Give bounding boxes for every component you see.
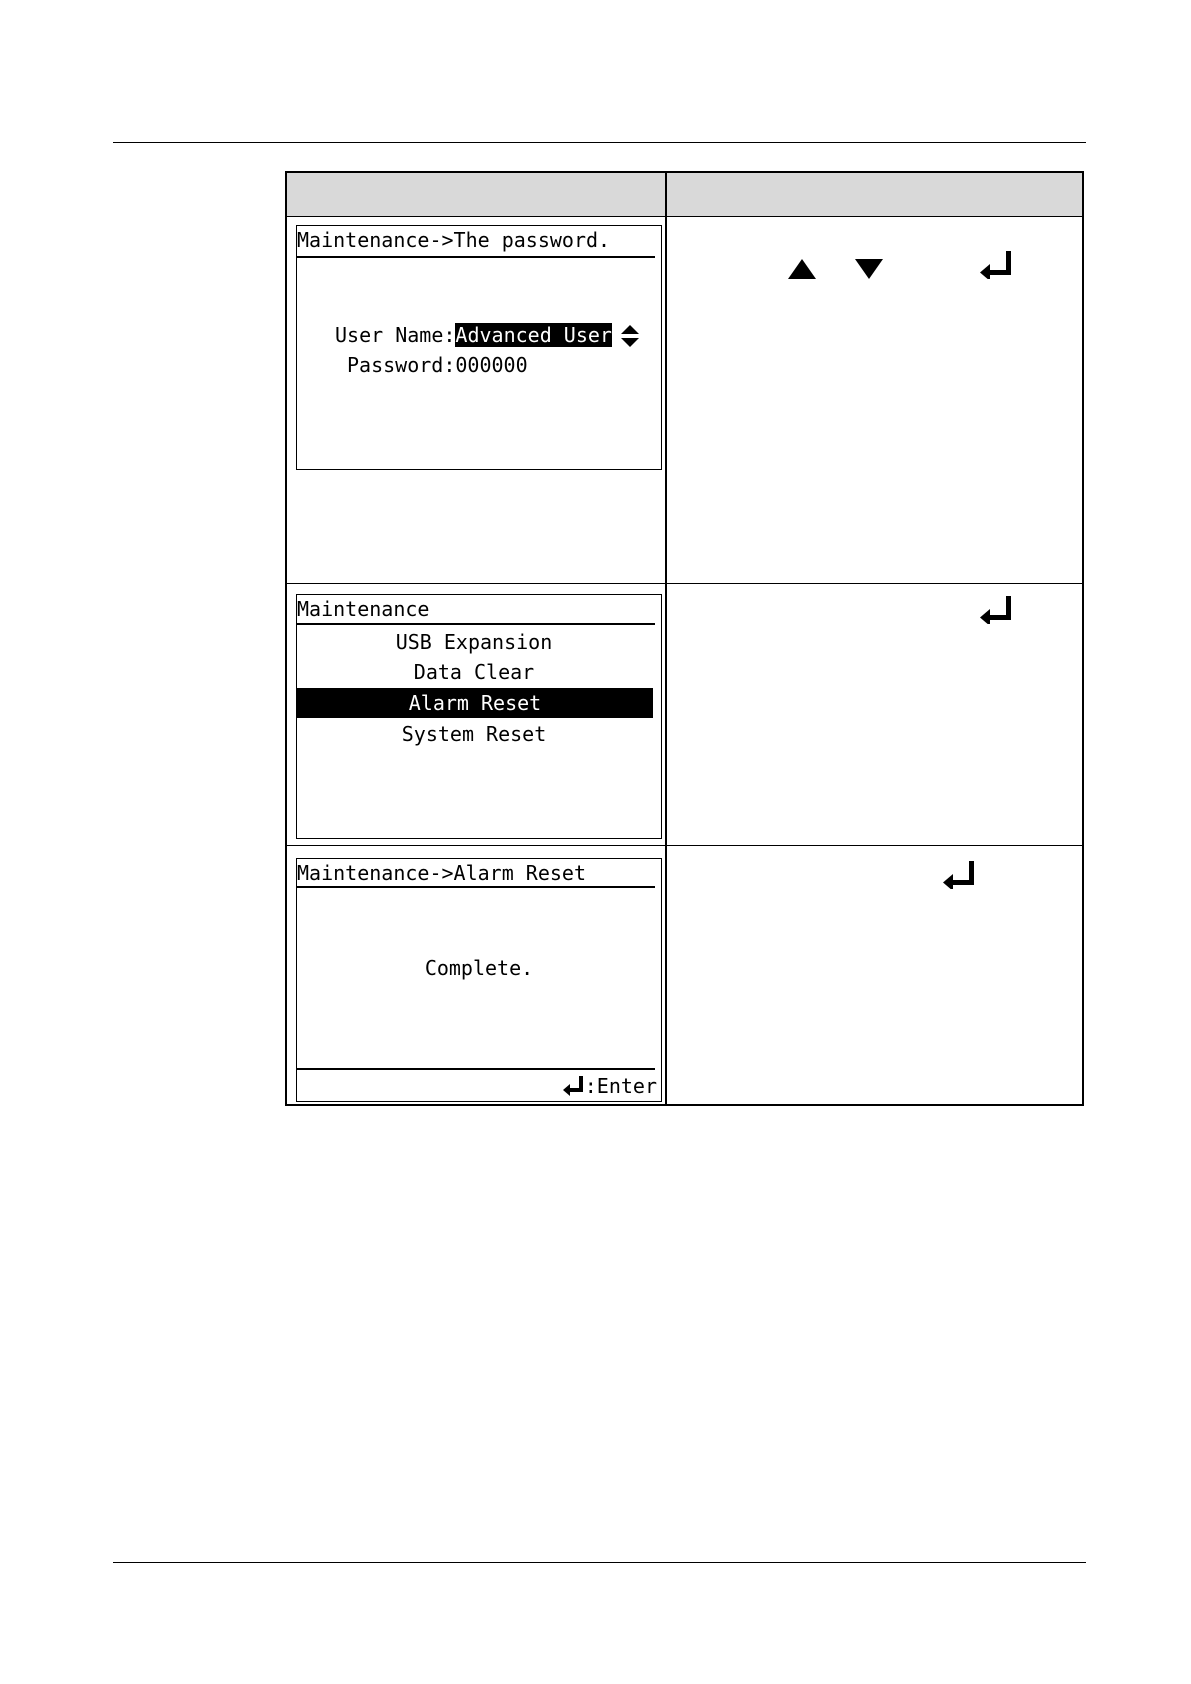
user-name-value[interactable]: Advanced User: [455, 323, 612, 347]
header-divider: [287, 216, 1082, 217]
scroll-updown-icon[interactable]: [620, 324, 640, 348]
lcd-title: Maintenance->Alarm Reset: [297, 861, 586, 885]
enter-key-icon: [563, 1074, 585, 1096]
password-row: [347, 353, 528, 377]
lcd-title-rule: [297, 256, 655, 258]
procedure-table: [285, 171, 1084, 1106]
lcd-title-rule: [297, 623, 655, 625]
lcd-title: Maintenance: [297, 597, 430, 621]
menu-item-usb-expansion[interactable]: USB Expansion: [395, 630, 553, 654]
row-divider-2: [287, 845, 1082, 846]
lcd-title: Maintenance->The password.: [297, 228, 611, 252]
down-arrow-icon: [853, 257, 885, 281]
up-arrow-icon: [786, 257, 818, 281]
password-value[interactable]: 000000: [455, 353, 528, 377]
footer-enter-label: :Enter: [584, 1074, 657, 1098]
user-name-row: [335, 323, 612, 347]
page-header-rule: [113, 142, 1086, 143]
menu-item-data-clear[interactable]: Data Clear: [413, 660, 535, 684]
enter-key-icon: [943, 859, 977, 889]
user-name-label: User Name:: [335, 323, 456, 347]
table-header-screen: [287, 173, 665, 216]
lcd-maintenance-menu: [296, 594, 662, 839]
table-header-description: [667, 173, 1082, 216]
lcd-footer: [563, 1074, 657, 1098]
enter-key-icon: [980, 249, 1014, 279]
lcd-footer-rule: [297, 1068, 655, 1070]
lcd-title-rule: [297, 886, 655, 888]
row-divider-1: [287, 583, 1082, 584]
lcd-password-screen: [296, 225, 662, 470]
page-footer-rule: [113, 1562, 1086, 1563]
complete-message: Complete.: [424, 956, 534, 980]
enter-key-icon: [980, 594, 1014, 624]
menu-item-system-reset[interactable]: System Reset: [401, 722, 547, 746]
column-divider: [665, 173, 667, 1104]
lcd-alarm-reset-screen: [296, 858, 662, 1102]
password-label: Password:: [347, 353, 456, 377]
menu-item-alarm-reset[interactable]: Alarm Reset: [297, 688, 653, 718]
